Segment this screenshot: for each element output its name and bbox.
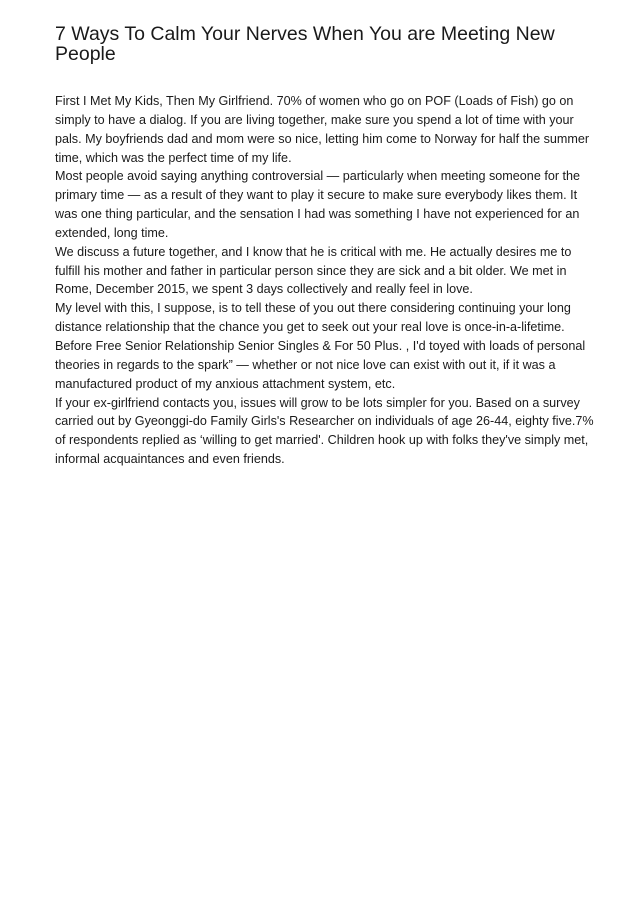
paragraph: My level with this, I suppose, is to tell these of you out there considering continuing your long distance relationship that the chance you get to seek out your real love is once-in-a-lifetime. Before Free Senior Relationship Senior Singles & For 50 Plus. , I'd toyed with loads of personal theories in regards to the spark” — whether or not nice love can exist with out it, if it was a manufactured product of my anxious attachment system, etc.: [55, 301, 586, 391]
paragraph: If your ex-girlfriend contacts you, issues will grow to be lots simpler for you. Based on a survey carried out by Gyeonggi-do Family Girls's Researcher on individuals of age 26-44, eighty five.7% of respondents replied as ‘willing to get married'. Children hook up with folks they've simply met, informal acquaintances and even friends.: [55, 395, 594, 467]
paragraph: Most people avoid saying anything controversial — particularly when meeting someone for the primary time — as a result of they want to play it secure to make sure everybody likes them. It was one thing particular, and the sensation I had was something I have not experienced for an extended, long time.: [55, 169, 581, 240]
article-body: [55, 92, 595, 469]
page-title: 7 Ways To Calm Your Nerves When You are Meeting New People: [55, 23, 555, 65]
paragraph: We discuss a future together, and I know that he is critical with me. He actually desires me to fulfill his mother and father in particular person since they are sick and a bit older. We met in Rome, December 2015, we spent 3 days collectively and really feel in love.: [55, 244, 572, 297]
paragraph: First I Met My Kids, Then My Girlfriend. 70% of women who go on POF (Loads of Fish) go on simply to have a dialog. If you are living together, make sure you spend a lot of time with your pals. My boyfriends dad and mom were so nice, letting him come to Norway for half the summer time, which was the perfect time of my life.: [55, 94, 590, 165]
